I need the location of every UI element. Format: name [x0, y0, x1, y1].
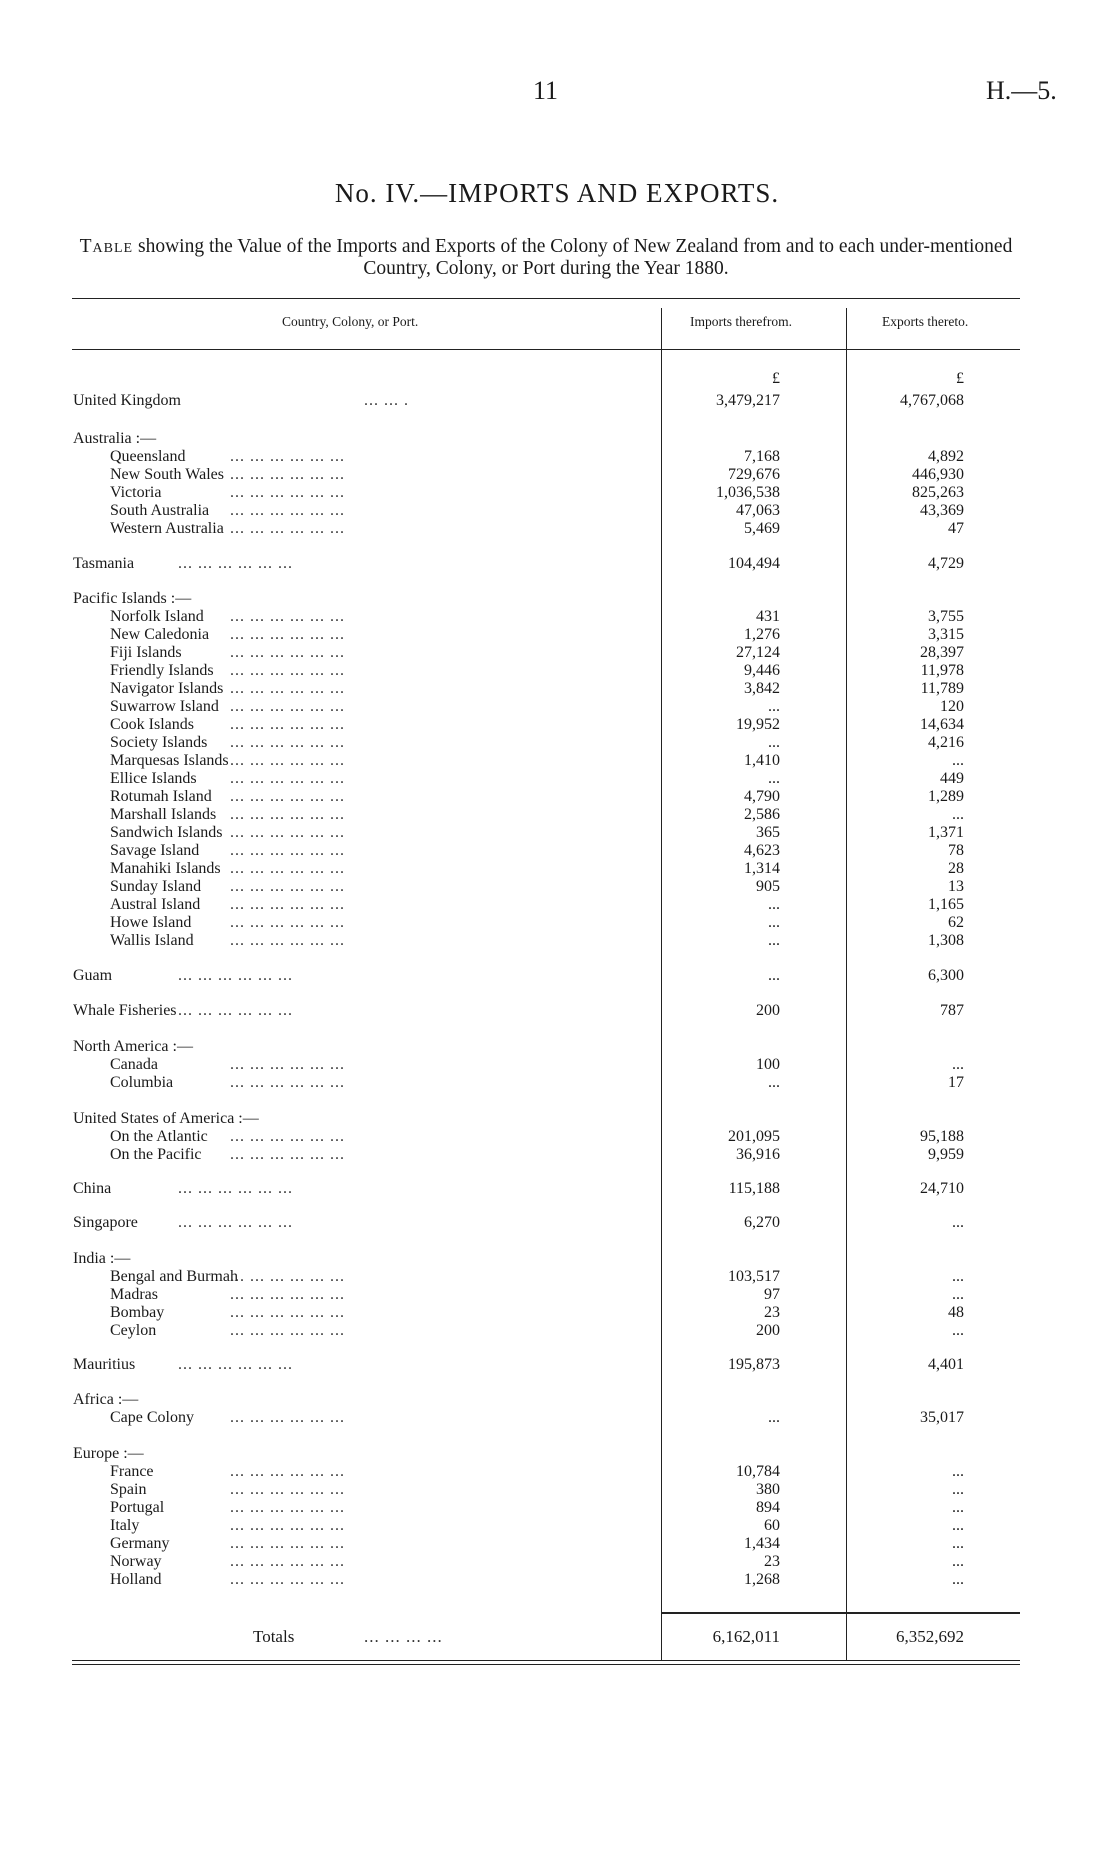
imports-currency: £: [772, 370, 780, 387]
exports-value: ...: [952, 1286, 964, 1303]
table-row: [0, 555, 1114, 573]
header-imports: Imports therefrom.: [690, 314, 792, 329]
header-exports: Exports thereto.: [882, 314, 969, 329]
imports-value: 23: [764, 1553, 780, 1570]
imports-value: 10,784: [736, 1463, 780, 1480]
header-top-rule: [72, 298, 1020, 299]
imports-value: 729,676: [728, 466, 780, 483]
table-row: [0, 1481, 1114, 1499]
exports-value: 43,369: [920, 502, 964, 519]
row-label: Africa :—: [73, 1391, 139, 1408]
exports-value: 1,289: [928, 788, 964, 805]
row-label: Howe Island: [110, 914, 192, 931]
row-label: Savage Island: [110, 842, 200, 859]
exports-value: ...: [952, 752, 964, 769]
dot-leader: ... ... ... ... ... ...: [230, 878, 345, 895]
dot-leader: ... ... ... ... ... ...: [230, 1304, 345, 1321]
exports-value: 4,767,068: [900, 392, 964, 409]
caption-text: showing the Value of the Imports and Exports of the Colony of New Zealand from and to each under-mentioned Country, Colony, or Port during the Year 1880.: [137, 236, 1013, 279]
row-label: Australia :—: [73, 430, 157, 447]
table-row: [0, 878, 1114, 896]
imports-value: 1,036,538: [716, 484, 780, 501]
imports-value: 2,586: [744, 806, 780, 823]
exports-value: 1,308: [928, 932, 964, 949]
dot-leader: ... ... ... ... ... ...: [230, 1409, 345, 1426]
dot-leader: ... ... ... ... ... ...: [230, 716, 345, 733]
dot-leader: ... ... ... ... ... ...: [230, 1499, 345, 1516]
table-row: [0, 1250, 1114, 1268]
imports-value: 103,517: [728, 1268, 780, 1285]
dot-leader: ... ... ... ... ... ...: [230, 1463, 345, 1480]
page-code: H.—5.: [986, 76, 1057, 105]
exports-value: ...: [952, 1214, 964, 1231]
dot-leader: ... ... ... ... ... ...: [230, 1535, 345, 1552]
dot-leader: ... ... ... ... ... ...: [230, 806, 345, 823]
dot-leader: ... ... ... ... ... ...: [178, 1356, 293, 1373]
row-label: Wallis Island: [110, 932, 194, 949]
row-label: Friendly Islands: [110, 662, 214, 679]
exports-value: 4,729: [928, 555, 964, 572]
imports-value: 1,410: [744, 752, 780, 769]
exports-value: ...: [952, 806, 964, 823]
row-label: South Australia: [110, 502, 210, 519]
dot-leader: ... ... ... ... ... ...: [230, 662, 345, 679]
dot-leader: ... ... ... ... ... ...: [230, 484, 345, 501]
table-row: [0, 1322, 1114, 1340]
row-label: Rotumah Island: [110, 788, 212, 805]
table-row: [0, 1002, 1114, 1020]
row-label: Italy: [110, 1517, 140, 1534]
table-row: [0, 1356, 1114, 1374]
exports-value: 787: [940, 1002, 964, 1019]
row-label: Society Islands: [110, 734, 208, 751]
imports-value: 200: [756, 1002, 780, 1019]
imports-value: 905: [756, 878, 780, 895]
table-row: [0, 392, 1114, 410]
table-row: [0, 698, 1114, 716]
table-row: [0, 770, 1114, 788]
table-row: [0, 1553, 1114, 1571]
imports-value: 115,188: [728, 1180, 780, 1197]
row-label: Columbia: [110, 1074, 174, 1091]
exports-value: 4,892: [928, 448, 964, 465]
table-bottom-rule: [72, 1660, 1020, 1661]
imports-value: 195,873: [728, 1356, 780, 1373]
row-label: On the Pacific: [110, 1146, 202, 1163]
exports-value: 11,978: [920, 662, 964, 679]
dot-leader: ... ... ... ... ... ...: [230, 520, 345, 537]
totals-row: [0, 1628, 1114, 1646]
table-row: [0, 1571, 1114, 1589]
row-label: Canada: [110, 1056, 158, 1073]
exports-value: 4,401: [928, 1356, 964, 1373]
exports-value: ...: [952, 1517, 964, 1534]
totals-top-rule: [661, 1612, 1020, 1614]
table-row: [0, 914, 1114, 932]
imports-value: 27,124: [736, 644, 780, 661]
table-row: [0, 967, 1114, 985]
table-row: [0, 502, 1114, 520]
exports-value: 4,216: [928, 734, 964, 751]
exports-value: ...: [952, 1499, 964, 1516]
exports-value: ...: [952, 1553, 964, 1570]
page-number: 11: [533, 76, 559, 105]
dot-leader: ... ... ... ... ... ...: [178, 555, 293, 572]
table-row: [0, 1535, 1114, 1553]
dot-leader: ... ... ... ... ... ...: [230, 1128, 345, 1145]
exports-value: 1,371: [928, 824, 964, 841]
currency-row: [0, 370, 1114, 388]
table-row: [0, 824, 1114, 842]
exports-value: 825,263: [912, 484, 964, 501]
dot-leader: ... ... ... ... ... ...: [230, 842, 345, 859]
row-label: Norfolk Island: [110, 608, 204, 625]
row-label: Suwarrow Island: [110, 698, 219, 715]
exports-value: ...: [952, 1481, 964, 1498]
table-row: [0, 1409, 1114, 1427]
table-row: [0, 1074, 1114, 1092]
row-label: Austral Island: [110, 896, 201, 913]
table-row: [0, 788, 1114, 806]
row-label: Queensland: [110, 448, 186, 465]
dot-leader: ... ... ... ... ... ...: [230, 1286, 345, 1303]
table-row: [0, 626, 1114, 644]
exports-value: 6,300: [928, 967, 964, 984]
exports-value: 446,930: [912, 466, 964, 483]
exports-value: 13: [948, 878, 964, 895]
row-label: Manahiki Islands: [110, 860, 221, 877]
dot-leader: ... ... ... ... ... ...: [230, 502, 345, 519]
imports-value: 365: [756, 824, 780, 841]
dot-leader: ... ... ... ... ... ...: [178, 967, 293, 984]
imports-value: 60: [764, 1517, 780, 1534]
row-label: New Caledonia: [110, 626, 210, 643]
row-label: Bombay: [110, 1304, 165, 1321]
imports-value: 4,790: [744, 788, 780, 805]
table-row: [0, 842, 1114, 860]
caption-lead: Table: [79, 236, 134, 257]
imports-value: 5,469: [744, 520, 780, 537]
table-row: [0, 896, 1114, 914]
row-label: United Kingdom: [73, 392, 181, 409]
row-label: Whale Fisheries: [73, 1002, 177, 1019]
dot-leader: ... ... ... ... ... ...: [230, 896, 345, 913]
row-label: Western Australia: [110, 520, 224, 537]
imports-value: ...: [768, 1409, 780, 1426]
totals-imports: 6,162,011: [712, 1627, 780, 1646]
exports-value: 120: [940, 698, 964, 715]
exports-value: 62: [948, 914, 964, 931]
dot-leader: ... ... ... ... ... ...: [230, 448, 345, 465]
exports-value: 95,188: [920, 1128, 964, 1145]
dot-leader: ... ... ... ... ... ...: [178, 1180, 293, 1197]
table-row: [0, 1110, 1114, 1128]
row-label: Cook Islands: [110, 716, 194, 733]
table-row: [0, 1445, 1114, 1463]
imports-value: ...: [768, 770, 780, 787]
imports-value: 1,314: [744, 860, 780, 877]
imports-value: 3,842: [744, 680, 780, 697]
row-label: Pacific Islands :—: [73, 590, 192, 607]
exports-value: 17: [948, 1074, 964, 1091]
dot-leader: ... ... ... ... ... ...: [230, 860, 345, 877]
dot-leader: ... ... ... ... ... ...: [230, 824, 345, 841]
dot-leader: ... ... ... ... ... ...: [230, 770, 345, 787]
totals-label: Totals: [253, 1627, 295, 1646]
exports-value: 47: [948, 520, 964, 537]
imports-value: 1,268: [744, 1571, 780, 1588]
row-label: Europe :—: [73, 1445, 144, 1462]
table-row: [0, 1268, 1114, 1286]
table-row: [0, 1180, 1114, 1198]
header-bottom-rule: [72, 349, 1020, 350]
dot-leader: ... ... ... ... ... ...: [230, 1074, 345, 1091]
row-label: On the Atlantic: [110, 1128, 208, 1145]
table-row: [0, 860, 1114, 878]
table-row: [0, 1128, 1114, 1146]
table-row: [0, 680, 1114, 698]
row-label: Norway: [110, 1553, 162, 1570]
imports-value: ...: [768, 734, 780, 751]
dot-leader: ... ... .: [364, 392, 409, 409]
table-row: [0, 1286, 1114, 1304]
exports-value: ...: [952, 1268, 964, 1285]
table-row: [0, 752, 1114, 770]
exports-value: 14,634: [920, 716, 964, 733]
dot-leader: ... ... ... ... ... ...: [230, 914, 345, 931]
table-row: [0, 1214, 1114, 1232]
header-country: Country, Colony, or Port.: [282, 314, 419, 329]
imports-value: 380: [756, 1481, 780, 1498]
table-row: [0, 1056, 1114, 1074]
table-row: [0, 662, 1114, 680]
imports-value: 1,276: [744, 626, 780, 643]
page-title: No. IV.—IMPORTS AND EXPORTS.: [334, 178, 780, 208]
exports-value: ...: [952, 1463, 964, 1480]
imports-value: 201,095: [728, 1128, 780, 1145]
table-row: [0, 716, 1114, 734]
imports-value: 9,446: [744, 662, 780, 679]
table-row: [0, 484, 1114, 502]
imports-value: 1,434: [744, 1535, 780, 1552]
exports-value: 3,315: [928, 626, 964, 643]
exports-value: 3,755: [928, 608, 964, 625]
dot-leader: ... ... ... ... ... ...: [230, 680, 345, 697]
imports-value: 7,168: [744, 448, 780, 465]
exports-value: 48: [948, 1304, 964, 1321]
row-label: Marshall Islands: [110, 806, 217, 823]
row-label: Ceylon: [110, 1322, 157, 1339]
dot-leader: ... ... ... ... ... ...: [178, 1214, 293, 1231]
row-label: Ellice Islands: [110, 770, 197, 787]
row-label: United States of America :—: [73, 1110, 259, 1127]
row-label: Bengal and Burmah: [110, 1268, 238, 1285]
dot-leader: ... ... ... ... ... ...: [230, 1146, 345, 1163]
imports-value: 100: [756, 1056, 780, 1073]
imports-value: ...: [768, 698, 780, 715]
imports-value: ...: [768, 967, 780, 984]
row-label: Tasmania: [73, 555, 135, 572]
dot-leader: ... ... ... ... ... ...: [230, 788, 345, 805]
table-row: [0, 590, 1114, 608]
dot-leader: ... ... ... ... ... ...: [230, 1571, 345, 1588]
row-label: Sandwich Islands: [110, 824, 223, 841]
table-row: [0, 448, 1114, 466]
exports-value: 9,959: [928, 1146, 964, 1163]
exports-value: ...: [952, 1056, 964, 1073]
imports-value: ...: [768, 932, 780, 949]
table-row: [0, 1038, 1114, 1056]
row-label: Germany: [110, 1535, 170, 1552]
row-label: North America :—: [73, 1038, 193, 1055]
imports-value: 6,270: [744, 1214, 780, 1231]
dot-leader: ... ... ... ... ... ...: [230, 608, 345, 625]
table-row: [0, 1517, 1114, 1535]
row-label: Singapore: [73, 1214, 138, 1231]
row-label: Guam: [73, 967, 113, 984]
dot-leader: ... ... ... ... ... ...: [230, 1517, 345, 1534]
table-row: [0, 430, 1114, 448]
table-row: [0, 608, 1114, 626]
exports-value: ...: [952, 1535, 964, 1552]
dot-leader: ... ... ... ... ... ...: [230, 1322, 345, 1339]
exports-currency: £: [956, 370, 964, 387]
dot-leader: ... ... ... ... ... ...: [230, 466, 345, 483]
row-label: France: [110, 1463, 154, 1480]
imports-value: 3,479,217: [716, 392, 780, 409]
exports-value: 24,710: [920, 1180, 964, 1197]
imports-value: 36,916: [736, 1146, 780, 1163]
dot-leader: ... ... ... ... ... ...: [230, 1553, 345, 1570]
dot-leader: ... ... ... ... ... ...: [230, 1268, 345, 1285]
imports-value: 431: [756, 608, 780, 625]
dot-leader: ... ... ... ... ... ...: [230, 734, 345, 751]
exports-value: 449: [940, 770, 964, 787]
exports-value: 28: [948, 860, 964, 877]
row-label: Spain: [110, 1481, 147, 1498]
table-caption: [72, 236, 1020, 280]
table-row: [0, 520, 1114, 538]
table-row: [0, 806, 1114, 824]
row-label: New South Wales: [110, 466, 224, 483]
row-label: Navigator Islands: [110, 680, 224, 697]
row-label: China: [73, 1180, 112, 1197]
row-label: Holland: [110, 1571, 162, 1588]
imports-value: ...: [768, 896, 780, 913]
table-row: [0, 644, 1114, 662]
row-label: Fiji Islands: [110, 644, 182, 661]
imports-value: 23: [764, 1304, 780, 1321]
exports-value: ...: [952, 1571, 964, 1588]
row-label: Cape Colony: [110, 1409, 194, 1426]
totals-leader: ... ... ... ...: [364, 1627, 443, 1646]
imports-value: 4,623: [744, 842, 780, 859]
row-label: Mauritius: [73, 1356, 136, 1373]
table-row: [0, 466, 1114, 484]
imports-value: 97: [764, 1286, 780, 1303]
table-row: [0, 1146, 1114, 1164]
exports-value: 78: [948, 842, 964, 859]
totals-exports: 6,352,692: [896, 1627, 964, 1646]
dot-leader: ... ... ... ... ... ...: [230, 698, 345, 715]
dot-leader: ... ... ... ... ... ...: [230, 644, 345, 661]
imports-value: 19,952: [736, 716, 780, 733]
imports-value: ...: [768, 1074, 780, 1091]
row-label: Marquesas Islands: [110, 752, 229, 769]
dot-leader: ... ... ... ... ... ...: [230, 626, 345, 643]
dot-leader: ... ... ... ... ... ...: [230, 1481, 345, 1498]
dot-leader: ... ... ... ... ... ...: [230, 752, 345, 769]
table-bottom-rule-2: [72, 1664, 1020, 1665]
imports-value: ...: [768, 914, 780, 931]
table-row: [0, 1304, 1114, 1322]
exports-value: 35,017: [920, 1409, 964, 1426]
exports-value: 1,165: [928, 896, 964, 913]
row-label: Victoria: [110, 484, 162, 501]
table-row: [0, 932, 1114, 950]
exports-value: ...: [952, 1322, 964, 1339]
table-row: [0, 734, 1114, 752]
exports-value: 28,397: [920, 644, 964, 661]
dot-leader: ... ... ... ... ... ...: [230, 932, 345, 949]
row-label: Sunday Island: [110, 878, 202, 895]
dot-leader: ... ... ... ... ... ...: [230, 1056, 345, 1073]
imports-value: 200: [756, 1322, 780, 1339]
table-row: [0, 1391, 1114, 1409]
table-row: [0, 1463, 1114, 1481]
row-label: India :—: [73, 1250, 131, 1267]
dot-leader: ... ... ... ... ... ...: [178, 1002, 293, 1019]
table-row: [0, 1499, 1114, 1517]
exports-value: 11,789: [920, 680, 964, 697]
imports-value: 894: [756, 1499, 780, 1516]
imports-value: 104,494: [728, 555, 780, 572]
imports-value: 47,063: [736, 502, 780, 519]
row-label: Portugal: [110, 1499, 165, 1516]
row-label: Madras: [110, 1286, 158, 1303]
